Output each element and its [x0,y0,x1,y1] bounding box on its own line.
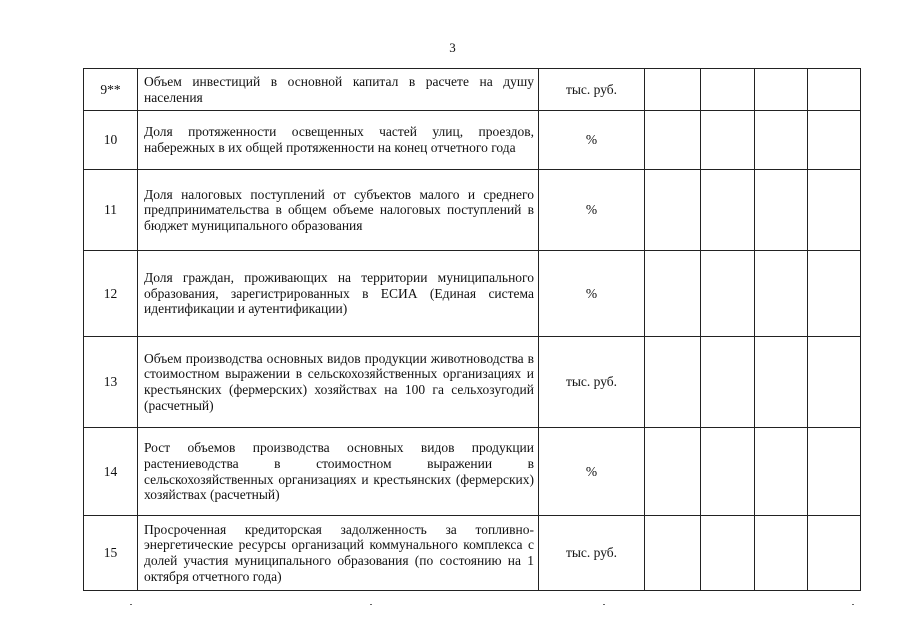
value-cell [755,516,808,591]
table-body [84,69,861,591]
row-number: 10 [84,111,138,170]
table-row [84,111,861,170]
value-cell [645,428,701,516]
indicator-description: Доля граждан, проживающих на территории муниципального образования, зарегистрированных в ЕСИА (Единая система идентификации и аутентификации) [138,251,539,337]
indicator-description: Просроченная кредиторская задолженность за топливно-энергетические ресурсы организаций коммунального комплекса с долей участия муниципального образования (по состоянию на 1 октября отчетного года) [138,516,539,591]
unit-of-measure: % [539,111,645,170]
value-cell [701,337,755,428]
unit-of-measure: % [539,170,645,251]
value-cell [701,69,755,111]
value-cell [701,111,755,170]
row-number: 13 [84,337,138,428]
table-row [84,69,861,111]
value-cell [645,251,701,337]
value-cell [645,69,701,111]
unit-of-measure: тыс. руб. [539,337,645,428]
value-cell [808,170,861,251]
value-cell [755,170,808,251]
unit-of-measure: тыс. руб. [539,516,645,591]
table-row [84,516,861,591]
scan-speck [852,604,854,605]
unit-of-measure: % [539,251,645,337]
indicators-table [83,68,861,591]
value-cell [755,69,808,111]
indicator-description: Объем производства основных видов продукции животноводства в стоимостном выражении в сельскохозяйственных организациях и крестьянских (фермерских) хозяйствах на 100 га сельхозугодий (расчетный) [138,337,539,428]
page-number: 3 [449,40,456,55]
value-cell [645,170,701,251]
value-cell [808,69,861,111]
scan-speck [370,604,372,605]
indicator-description: Объем инвестиций в основной капитал в расчете на душу населения [138,69,539,111]
scan-speck [603,604,605,605]
unit-of-measure: тыс. руб. [539,69,645,111]
value-cell [701,170,755,251]
table-row [84,337,861,428]
table-row [84,170,861,251]
value-cell [808,111,861,170]
value-cell [808,337,861,428]
row-number: 14 [84,428,138,516]
value-cell [701,428,755,516]
indicator-description: Рост объемов производства основных видов продукции растениеводства в стоимостном выражении в сельскохозяйственных организациях и крестьянских (фермерских) хозяйствах (расчетный) [138,428,539,516]
value-cell [808,516,861,591]
unit-of-measure: % [539,428,645,516]
table-row [84,251,861,337]
row-number: 11 [84,170,138,251]
value-cell [701,516,755,591]
value-cell [645,337,701,428]
row-number: 9** [84,69,138,111]
value-cell [808,251,861,337]
indicator-description: Доля налоговых поступлений от субъектов малого и среднего предпринимательства в общем объеме налоговых поступлений в бюджет муниципального образования [138,170,539,251]
indicator-description: Доля протяженности освещенных частей улиц, проездов, набережных в их общей протяженности на конец отчетного года [138,111,539,170]
value-cell [701,251,755,337]
table-row [84,428,861,516]
scan-speck [130,604,132,605]
value-cell [755,428,808,516]
value-cell [645,516,701,591]
value-cell [808,428,861,516]
value-cell [645,111,701,170]
row-number: 15 [84,516,138,591]
value-cell [755,337,808,428]
value-cell [755,111,808,170]
value-cell [755,251,808,337]
row-number: 12 [84,251,138,337]
